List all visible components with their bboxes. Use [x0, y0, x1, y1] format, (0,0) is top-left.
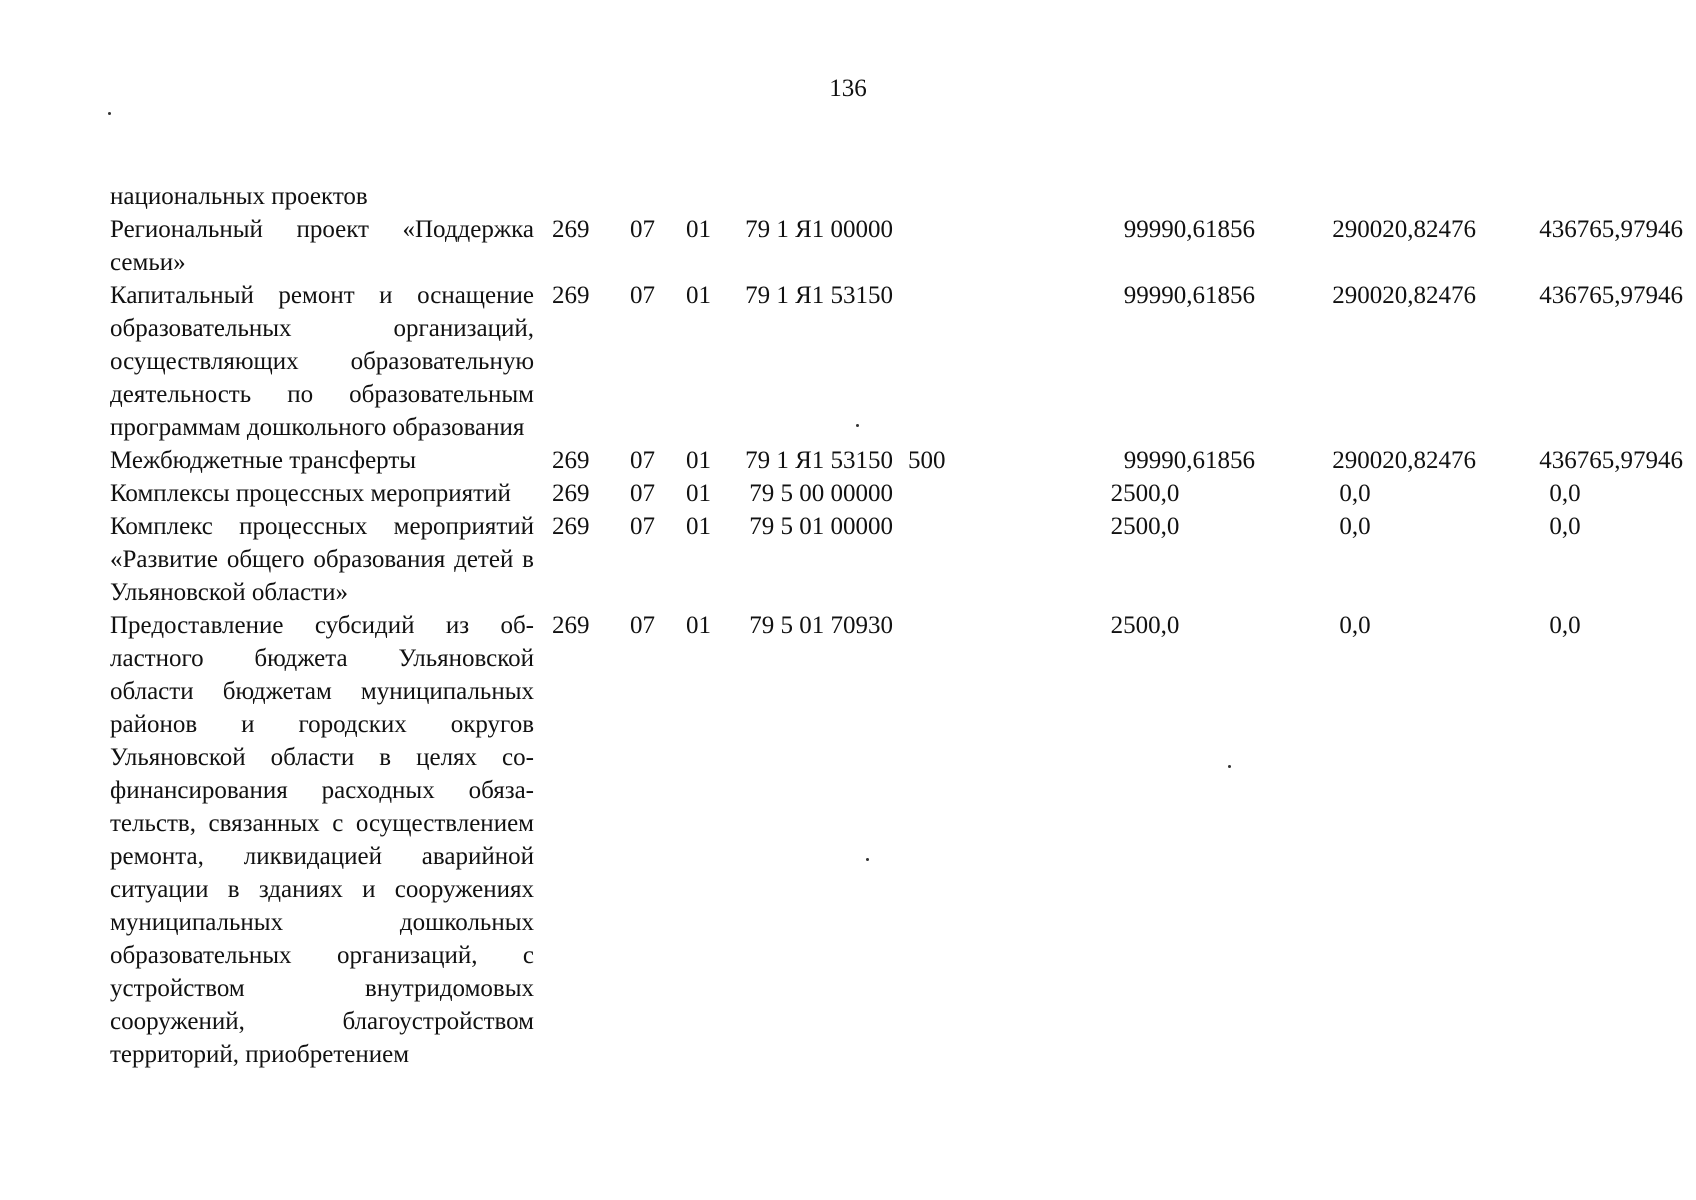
amount-year-3: 0,0 [1549, 480, 1581, 507]
target-article-code: 79 1 Я1 53150 [745, 447, 893, 474]
row-description: национальных проектов [110, 183, 368, 210]
row-description: Межбюджетные трансферты [110, 447, 417, 474]
amount-year-1: 2500,0 [1110, 513, 1180, 540]
amount-year-2: 0,0 [1339, 480, 1371, 507]
amount-year-3: 436765,97946 [1539, 447, 1683, 474]
row-description: Капитальный ремонт и оснащение образовательных организаций, осуществляющих образовательную деятельность по образовательным программам дошкольного образования [110, 282, 534, 441]
expense-type-code: 500 [908, 447, 946, 474]
table-row [110, 477, 1590, 510]
admin-code: 269 [552, 447, 590, 474]
subsection-code: 01 [686, 447, 711, 474]
amount-year-2: 0,0 [1339, 612, 1371, 639]
amount-year-1: 99990,61856 [1123, 447, 1255, 474]
admin-code: 269 [552, 216, 590, 243]
amount-year-2: 290020,82476 [1332, 447, 1476, 474]
amount-year-1: 99990,61856 [1123, 282, 1255, 309]
section-code: 07 [630, 513, 655, 540]
section-code: 07 [630, 216, 655, 243]
admin-code: 269 [552, 282, 590, 309]
amount-year-1: 2500,0 [1110, 480, 1180, 507]
amount-year-1: 99990,61856 [1123, 216, 1255, 243]
budget-table [110, 180, 1683, 1071]
subsection-code: 01 [686, 480, 711, 507]
amount-year-2: 290020,82476 [1332, 216, 1476, 243]
row-description: Региональный проект «Поддержка семьи» [110, 216, 534, 276]
row-description: Предоставление субсидий из областного бюджета Ульяновской области бюджетам муниципальных районов и городских округов Ульяновской области в целях софинансирования расходных обязательств, связанных с осуществлением ремонта, ликвидацией аварийной ситуации в зданиях и сооружениях муниципальных дошкольных образовательных организаций, с устройством внутридомовых сооружений, благоустройством территорий, приобретением [110, 612, 534, 1068]
amount-year-3: 0,0 [1549, 612, 1581, 639]
table-row [110, 444, 1683, 477]
target-article-code: 79 1 Я1 00000 [745, 216, 893, 243]
amount-year-3: 0,0 [1549, 513, 1581, 540]
row-description: Комплексы процессных мероприятий [110, 480, 511, 507]
admin-code: 269 [552, 480, 590, 507]
admin-code: 269 [552, 513, 590, 540]
scan-speck [108, 112, 111, 115]
table-row [110, 213, 1683, 279]
target-article-code: 79 5 01 70930 [749, 612, 893, 639]
page-number: 136 [829, 75, 867, 102]
amount-year-2: 0,0 [1339, 513, 1371, 540]
target-article-code: 79 1 Я1 53150 [745, 282, 893, 309]
table-row [110, 609, 1590, 1071]
table-row [110, 180, 1590, 213]
table-row [110, 510, 1590, 609]
table-row [110, 279, 1683, 444]
section-code: 07 [630, 480, 655, 507]
target-article-code: 79 5 00 00000 [749, 480, 893, 507]
amount-year-3: 436765,97946 [1539, 282, 1683, 309]
amount-year-1: 2500,0 [1110, 612, 1180, 639]
section-code: 07 [630, 612, 655, 639]
subsection-code: 01 [686, 612, 711, 639]
row-description: Комплекс процессных мероприятий «Развитие общего образования детей в Ульяновской области» [110, 513, 534, 606]
section-code: 07 [630, 282, 655, 309]
section-code: 07 [630, 447, 655, 474]
subsection-code: 01 [686, 216, 711, 243]
subsection-code: 01 [686, 513, 711, 540]
admin-code: 269 [552, 612, 590, 639]
amount-year-2: 290020,82476 [1332, 282, 1476, 309]
target-article-code: 79 5 01 00000 [749, 513, 893, 540]
subsection-code: 01 [686, 282, 711, 309]
amount-year-3: 436765,97946 [1539, 216, 1683, 243]
